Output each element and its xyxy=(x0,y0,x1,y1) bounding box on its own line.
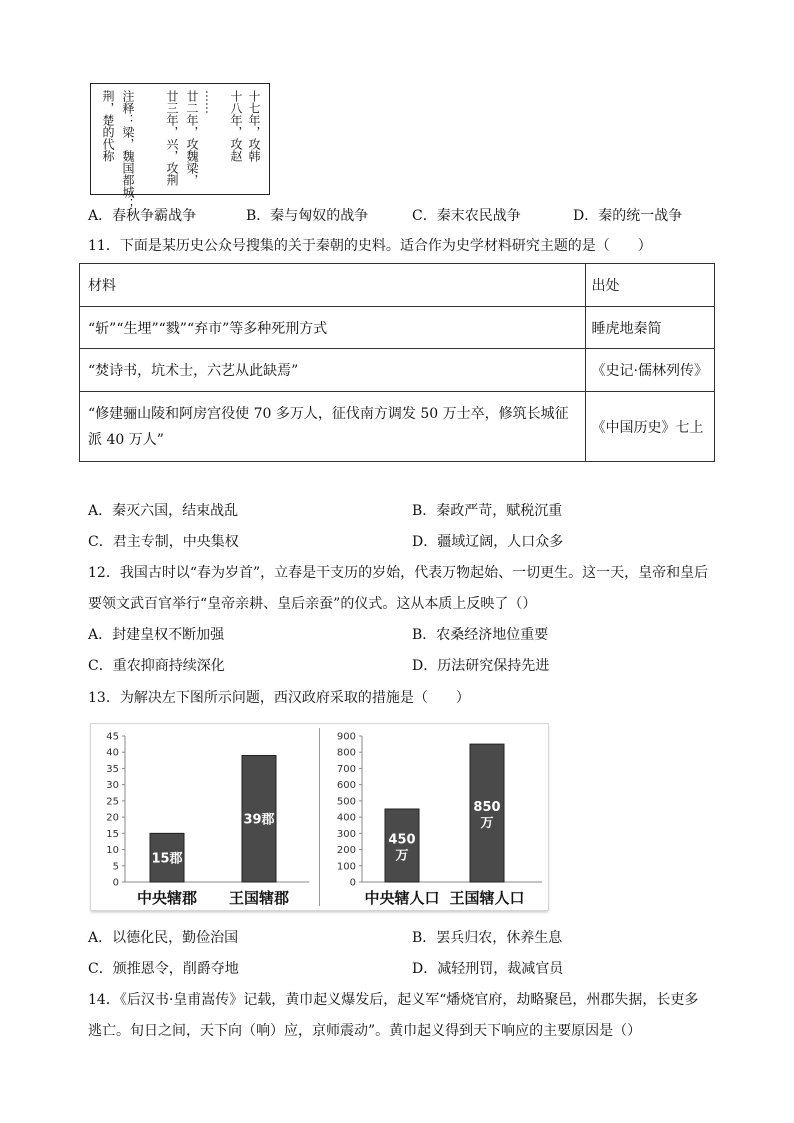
q13-option-d[interactable]: D．减轻刑罚，裁减官员 xyxy=(412,961,564,977)
y-tick-label: 0 xyxy=(349,877,356,889)
q12-option-b[interactable]: B．农桑经济地位重要 xyxy=(412,627,549,643)
bar-data-label: 39郡 xyxy=(243,812,275,828)
table-header-material: 材料 xyxy=(80,264,586,307)
bar-data-label: 850 xyxy=(473,800,501,816)
table-cell: 《史记·儒林列传》 xyxy=(585,349,714,392)
q11-option-a[interactable]: A．秦灭六国，结束战乱 xyxy=(88,503,239,519)
chart-population xyxy=(320,724,548,910)
excerpt-column: 十八年，攻赵 xyxy=(229,90,243,162)
q13-chart-panel xyxy=(91,724,548,910)
q10-option-d[interactable]: D．秦的统一战争 xyxy=(573,208,683,224)
table-cell: “修建骊山陵和阿房宫役使 70 多万人，征伐南方调发 50 万士卒，修筑长城征派 40 万人” xyxy=(80,392,586,462)
y-tick-label: 500 xyxy=(336,796,356,808)
y-tick-label: 700 xyxy=(336,763,356,775)
y-tick-label: 40 xyxy=(106,747,119,759)
y-tick-label: 15 xyxy=(106,828,119,840)
y-tick-label: 0 xyxy=(112,877,119,889)
excerpt-column: 荆，楚的代称 xyxy=(101,90,115,162)
y-tick-label: 20 xyxy=(106,812,119,824)
q10-option-a[interactable]: A．春秋争霸战争 xyxy=(88,208,197,224)
q12-option-a[interactable]: A．封建皇权不断加强 xyxy=(88,627,225,643)
table-cell: 《中国历史》七上 xyxy=(585,392,714,462)
category-label: 王国辖郡 xyxy=(228,889,290,907)
q10-option-c[interactable]: C．秦末农民战争 xyxy=(412,208,521,224)
chart-population-svg xyxy=(320,724,548,910)
excerpt-column: 十七年，攻韩 xyxy=(247,90,261,162)
chart-prefectures-svg xyxy=(91,724,319,910)
y-tick-label: 30 xyxy=(106,780,119,792)
y-tick-label: 5 xyxy=(112,861,119,873)
q10-option-b[interactable]: B．秦与匈奴的战争 xyxy=(246,208,369,224)
q12-stem-line2: 要领文武百官举行“皇帝亲耕、皇后亲蚕”的仪式。这从本质上反映了（） xyxy=(88,596,537,612)
q13-option-b[interactable]: B．罢兵归农，休养生息 xyxy=(412,930,563,946)
bar-data-label: 万 xyxy=(480,816,494,832)
excerpt-column: 廿二年，攻魏梁， xyxy=(185,90,199,186)
table-cell: 睡虎地秦简 xyxy=(585,307,714,349)
q11-source-table xyxy=(79,263,715,462)
y-tick-label: 200 xyxy=(336,845,356,857)
y-tick-label: 45 xyxy=(106,731,119,743)
y-tick-label: 25 xyxy=(106,796,119,808)
q11-option-c[interactable]: C．君主专制，中央集权 xyxy=(88,534,239,550)
q14-stem-line2: 逃亡。旬日之间，天下向（响）应，京师震动”。黄巾起义得到天下响应的主要原因是（） xyxy=(88,1023,642,1039)
table-cell: “斩”“生埋”“戮”“弃市”等多种死刑方式 xyxy=(80,307,586,349)
chart-prefectures xyxy=(91,724,319,910)
y-tick-label: 300 xyxy=(336,828,356,840)
y-tick-label: 900 xyxy=(336,731,356,743)
excerpt-box xyxy=(90,83,270,210)
excerpt-column: 廿三年，兴，攻荆 xyxy=(165,90,179,186)
table-header-source: 出处 xyxy=(585,264,714,307)
y-tick-label: 600 xyxy=(336,780,356,792)
excerpt-column: 注释：梁，魏国都城； xyxy=(121,90,135,210)
q13-stem: 13．为解决左下图所示问题，西汉政府采取的措施是（ ） xyxy=(88,690,470,706)
q11-option-b[interactable]: B．秦政严苛，赋税沉重 xyxy=(412,503,563,519)
q12-stem-line1: 12．我国古时以“春为岁首”，立春是干支历的岁始，代表万物起始、一切更生。这一天，皇帝和皇后 xyxy=(88,565,709,581)
bar-data-label: 万 xyxy=(395,848,409,864)
table-cell: “焚诗书，坑术士，六艺从此缺焉” xyxy=(80,349,586,392)
y-tick-label: 10 xyxy=(106,845,119,857)
category-label: 王国辖人口 xyxy=(449,889,525,907)
excerpt-column: …… xyxy=(203,90,217,114)
q14-stem-line1: 14．《后汉书·皇甫嵩传》记载，黄巾起义爆发后，起义军“燔烧官府，劫略聚邑，州郡失据，长吏多 xyxy=(88,992,699,1008)
category-label: 中央辖郡 xyxy=(136,889,198,907)
category-label: 中央辖人口 xyxy=(364,889,440,907)
q12-option-d[interactable]: D．历法研究保持先进 xyxy=(412,658,550,674)
y-tick-label: 800 xyxy=(336,747,356,759)
q13-option-a[interactable]: A．以德化民，勤俭治国 xyxy=(88,930,239,946)
bar-data-label: 450 xyxy=(388,832,416,848)
q11-stem: 11．下面是某历史公众号搜集的关于秦朝的史料。适合作为史学材料研究主题的是（ ） xyxy=(88,238,652,254)
bar-data-label: 15郡 xyxy=(151,851,183,867)
q13-option-c[interactable]: C．颁推恩令，削爵夺地 xyxy=(88,961,239,977)
q12-option-c[interactable]: C．重农抑商持续深化 xyxy=(88,658,225,674)
y-tick-label: 100 xyxy=(336,861,356,873)
y-tick-label: 400 xyxy=(336,812,356,824)
q11-option-d[interactable]: D．疆域辽阔，人口众多 xyxy=(412,534,564,550)
y-tick-label: 35 xyxy=(106,763,119,775)
